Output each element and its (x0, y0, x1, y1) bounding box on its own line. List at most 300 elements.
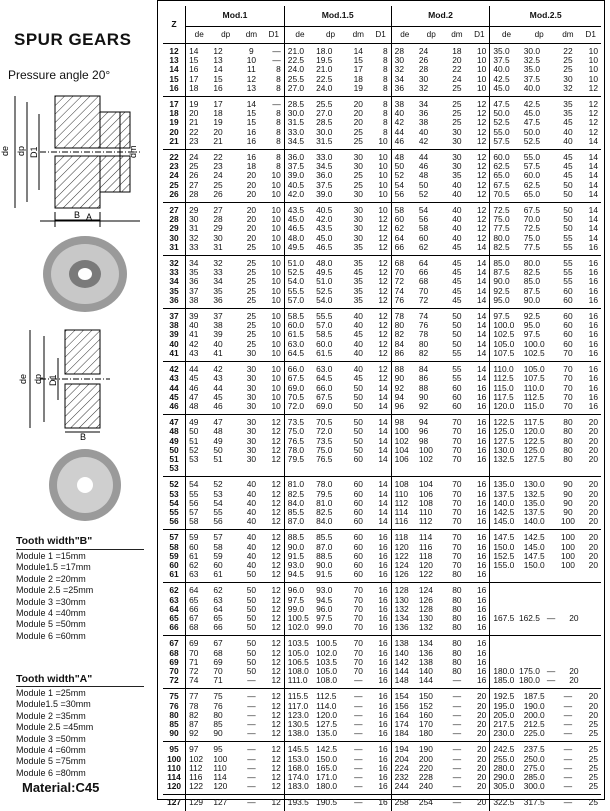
cell-m1-dm: 9 10 11 12 13 (246, 46, 257, 93)
cell-m25-dp: 105.0 107.5 110.0 112.5 115.0 (523, 362, 556, 415)
cell-m1-de: 54 55 56 57 58 (186, 477, 213, 530)
cell-m1-d1: 12 12 12 12 12 (264, 477, 285, 530)
cell-m15-de: 115.5 117.0 123.0 130.5 138.0 (284, 689, 315, 742)
cell-m1-dm: 40 40 40 40 50 (239, 530, 264, 583)
cell-m1-de: 69 70 71 72 74 (186, 636, 213, 689)
cell-m15-dp: 18.0 19.5 21.0 22.5 24.0 (316, 46, 333, 93)
cell-m1-d1: — 8 8 8 8 (264, 97, 285, 150)
cell-m15-dm: 35 45 35 35 35 (346, 256, 371, 309)
cell-m1-dp: 67 68 69 70 71 (212, 636, 239, 689)
z-values: 67 68 69 70 72 (163, 636, 186, 689)
cell-m2-de: 38 40 42 44 46 (391, 97, 418, 150)
cell-m1-d1: 12 12 12 12 12 (264, 689, 285, 742)
cell-m2-d1: 14 14 14 14 14 (469, 256, 490, 309)
cell-m15-dm: 70 70 70 70 — (346, 636, 371, 689)
cell-m15-dp: 112.5 114.0 120.0 127.5 135.0 (315, 689, 346, 742)
z-values: 37 38 39 40 41 (163, 309, 186, 362)
cell-m25-de: 85.0 87.5 90.0 92.5 95.0 (490, 256, 523, 309)
cell-m15-d1: 8 8 8 8 10 (371, 97, 392, 150)
cell-m2-dm: — (445, 795, 470, 811)
tw-b-item: Module 2.5 =25mm (16, 585, 94, 596)
sub-header-dm: dm (556, 27, 581, 44)
z-values: 75 76 80 85 90 (163, 689, 186, 742)
cell-m1-dp: 62 63 64 65 66 (212, 583, 239, 636)
sub-header-d1: D1 (469, 27, 490, 44)
cell-m25-de: 60.0 62.5 65.0 67.5 70.5 (490, 150, 523, 203)
table-row-group (163, 256, 601, 309)
z-values: 57 58 59 60 61 (163, 530, 186, 583)
tw-a-item: Module1.5 =30mm (16, 699, 91, 710)
cell-m1-de: 129 (186, 795, 213, 811)
table-row-group (163, 742, 601, 795)
label2-dp: dp (33, 373, 43, 384)
z-values: 42 43 44 45 46 (163, 362, 186, 415)
gear-hub-photo (40, 232, 130, 317)
cell-m25-de: 97.5 100.0 102.5 105.0 107.5 (490, 309, 523, 362)
cell-m15-de: 81.0 82.5 84.0 85.5 87.0 (284, 477, 315, 530)
cell-m15-dp: 40.5 42.0 43.5 45.0 46.5 (315, 203, 346, 256)
cell-m1-dm: 40 40 40 40 40 (239, 477, 264, 530)
cell-m2-dp: 74 76 78 80 82 (418, 309, 445, 362)
cell-m1-de: 49 50 51 52 53 (186, 415, 213, 477)
tooth-width-b-list (16, 551, 144, 642)
cell-m2-de: 194 204 224 232 244 (391, 742, 418, 795)
cell-m25-dm: — — — — — (556, 689, 581, 742)
cell-m15-de: 28.5 30.0 31.5 33.0 34.5 (284, 97, 315, 150)
cell-m2-dp: 64 66 68 70 72 (418, 256, 445, 309)
cell-m25-de: 322.5 (490, 795, 523, 811)
cell-m25-de: 192.5 195.0 205.0 217.5 230.0 (490, 689, 523, 742)
cell-m1-dm: 25 25 25 25 25 (239, 256, 264, 309)
cell-m15-dm: 30 30 25 25 30 (346, 150, 371, 203)
cell-m25-d1: 16 16 16 16 16 (580, 309, 601, 362)
divider (16, 549, 144, 550)
cell-m15-dm: 14 15 17 18 19 (353, 46, 363, 93)
label-dp: dp (16, 145, 26, 156)
cell-m25-dp: 317.5 (523, 795, 556, 811)
z-header: Z (163, 6, 186, 44)
cell-m1-dm: 14 15 15 16 16 (239, 97, 264, 150)
cell-m15-d1: 16 (371, 795, 392, 811)
cell-m25-d1: 20 20 20 20 20 (580, 477, 601, 530)
tooth-width-b-title: Tooth width"B" (16, 535, 93, 547)
cell-m15-dp: 78.0 79.5 81.0 82.5 84.0 (315, 477, 346, 530)
cell-m25-d1: 25 (580, 795, 601, 811)
cell-m1-dp: 27 28 29 30 31 (212, 203, 239, 256)
cell-m2-de: 258 (391, 795, 418, 811)
cell-m1-dm: 20 20 20 20 25 (239, 203, 264, 256)
cell-m25-dm: 70 70 70 70 70 (556, 362, 581, 415)
cell-m1-d1: 12 (264, 795, 285, 811)
cell-m1-de: 29 30 31 32 33 (186, 203, 213, 256)
tw-a-item: Module 1 =25mm (16, 688, 86, 698)
cell-m2-dp: 134 136 138 140 144 (418, 636, 445, 689)
z-values: 22 23 24 25 26 (163, 150, 186, 203)
sub-header-dm: dm (346, 27, 371, 44)
cell-m25-dp: 130.0 132.5 135.0 137.5 140.0 (523, 477, 556, 530)
cell-m25-dp: 80.0 82.5 85.0 87.5 90.0 (523, 256, 556, 309)
z-values: 52 53 54 55 56 (163, 477, 186, 530)
label2-de: de (18, 373, 28, 384)
cell-m15-de: 145.5 153.0 168.0 174.0 183.0 (284, 742, 315, 795)
tw-b-item: Module 4 =40mm (16, 608, 86, 619)
z-values: 17 18 19 20 21 (163, 97, 186, 150)
cell-m25-d1: 20 20 20 25 25 (580, 689, 601, 742)
label2-D1: D1 (48, 374, 58, 386)
cell-m2-de: 128 130 132 134 136 (391, 583, 418, 636)
cell-m25-dp: 92.5 95.0 97.5 100.0 102.5 (523, 309, 556, 362)
cell-m2-dm: 80 80 80 80 — (445, 636, 470, 689)
cell-m1-d1: 10 10 10 10 10 (264, 309, 285, 362)
cell-m15-de: 88.5 90.0 91.5 93.0 94.5 (284, 530, 315, 583)
label-de: de (0, 145, 10, 156)
cell-m15-dp: 85.5 87.0 88.5 90.0 91.5 (315, 530, 346, 583)
cell-m25-dp: 55.0 57.5 60.0 62.5 65.0 (523, 150, 556, 203)
cell-m2-dp: 34 36 38 40 42 (418, 97, 445, 150)
cell-m1-dm: 50 50 50 50 50 (239, 583, 264, 636)
cell-m25-de: 72.5 75.0 77.5 80.0 82.5 (490, 203, 523, 256)
table-row-group (163, 477, 601, 530)
cell-m2-dm: 45 45 45 45 45 (445, 256, 470, 309)
cell-m25-de: 110.0 112.5 115.0 117.5 120.0 (490, 362, 523, 415)
cell-m25-dm: 22 25 25 30 32 (563, 46, 573, 93)
cell-m25-dm: 60 60 60 60 70 (556, 309, 581, 362)
cell-m1-dp: 127 (212, 795, 239, 811)
cell-m2-de: 58 60 62 64 66 (391, 203, 418, 256)
cell-m25-d1: 12 12 12 12 14 (580, 97, 601, 150)
cell-m15-d1: 16 16 16 16 16 (371, 530, 392, 583)
pressure-angle: Pressure angle 20° (8, 68, 111, 82)
cell-m2-dm: — — — — — (445, 689, 470, 742)
cell-m2-dm: 70 70 70 70 70 (445, 477, 470, 530)
cell-m25-dm: 55 55 55 60 60 (556, 256, 581, 309)
cell-m2-de: 88 90 92 94 96 (391, 362, 418, 415)
sub-header-dp: dp (523, 27, 556, 44)
tw-a-item: Module 4 =60mm (16, 745, 86, 756)
cell-m15-dm: 40 40 45 40 40 (346, 309, 371, 362)
cell-m2-dp: 44 46 48 50 52 (418, 150, 445, 203)
z-values: 62 63 64 65 66 (163, 583, 186, 636)
sub-header-dm: dm (445, 27, 470, 44)
z-values: 47 48 49 50 51 53 (163, 415, 186, 477)
cell-m1-d1: 10 10 10 10 10 (264, 256, 285, 309)
table-row-group (163, 636, 601, 689)
cell-m2-d1: 12 12 12 12 12 (469, 97, 490, 150)
divider (16, 686, 144, 687)
cell-m15-d1: 14 14 14 14 14 (371, 415, 392, 477)
cell-m2-de: 68 70 72 74 76 (391, 256, 418, 309)
table-row-group (163, 362, 601, 415)
cell-m2-dp: 104 106 108 110 112 (418, 477, 445, 530)
cell-m15-dp: 93.0 94.5 96.0 97.5 99.0 (315, 583, 346, 636)
cell-m2-de: 154 156 164 174 184 (391, 689, 418, 742)
cell-m2-de: 108 110 112 114 116 (391, 477, 418, 530)
cell-m1-d1: 10 10 10 10 10 (264, 203, 285, 256)
cell-m2-de: 98 100 102 104 106 (391, 415, 418, 477)
cell-m25-de: 122.5 125.0 127.5 130.0 132.5 (490, 415, 523, 477)
cell-m15-de: 73.5 75.0 76.5 78.0 79.5 (284, 415, 315, 477)
label-dm: dm (128, 145, 138, 158)
table-row-group (163, 203, 601, 256)
z-values: 32 33 34 35 36 (163, 256, 186, 309)
cell-m25-dm: — (556, 795, 581, 811)
cell-m25-dm: 90 90 90 90 100 (556, 477, 581, 530)
cell-m25-d1: 20 20 20 20 (580, 530, 601, 583)
cell-m1-dp: 52 53 54 55 56 (212, 477, 239, 530)
cell-m25-dp: 30.0 32.5 35.0 37.5 40.0 (523, 46, 541, 93)
cell-m2-dm: 25 25 25 30 30 (445, 97, 470, 150)
sub-header-de: de (391, 27, 418, 44)
cell-m15-d1: 16 16 16 16 16 (371, 689, 392, 742)
tw-a-item: Module 2 =35mm (16, 710, 86, 721)
tw-b-item: Module1.5 =17mm (16, 562, 91, 573)
sub-header-de: de (284, 27, 315, 44)
merged-cell: 180.0 175.0 — 20 185.0 180.0 — 20 (490, 636, 601, 689)
label-B: B (74, 210, 81, 220)
cell-m2-dm: 50 50 50 50 55 (445, 309, 470, 362)
cell-m2-dm: 18 20 22 24 25 (452, 46, 462, 93)
cell-m25-dp: 237.5 250.0 275.0 285.0 300.0 (523, 742, 556, 795)
table-row-group (163, 309, 601, 362)
cell-m15-de: 103.5 105.0 106.5 108.0 111.0 (284, 636, 315, 689)
sub-header-dm: dm (239, 27, 264, 44)
cell-m25-dm: — — — — — (556, 742, 581, 795)
cell-m25-dp: 42.5 45.0 47.5 50.0 52.5 (523, 97, 556, 150)
cell-m2-d1: 16 16 16 16 16 (469, 636, 490, 689)
dimension-A (30, 212, 150, 230)
cell-m15-d1: 12 12 14 14 14 (371, 362, 392, 415)
tw-b-item: Module 5 =50mm (16, 619, 86, 630)
cell-m15-dm: 60 60 60 60 60 (346, 477, 371, 530)
cell-m15-de: 43.5 45.0 46.5 48.0 49.5 (284, 203, 315, 256)
cell-m1-d1: 12 12 12 12 12 (264, 742, 285, 795)
table-row-group (163, 150, 601, 203)
cell-m2-d1: 20 (469, 795, 490, 811)
z-values: 12 13 14 15 16 (163, 44, 186, 97)
tw-b-item: Module 6 =60mm (16, 630, 86, 641)
page-title: SPUR GEARS (14, 30, 132, 49)
table-row-group (163, 689, 601, 742)
label-D1: D1 (29, 146, 39, 158)
cell-m2-dm: 70 70 70 70 70 (445, 415, 470, 477)
cell-m2-de: 28 30 32 34 36 (391, 44, 418, 97)
cell-m1-de: 77 78 82 87 92 (186, 689, 213, 742)
cell-m1-dm: 50 50 50 50 — (239, 636, 264, 689)
cell-m25-d1: 14 14 14 14 16 (580, 203, 601, 256)
cell-m25-de: 135.0 137.5 140.0 142.5 145.0 (490, 477, 523, 530)
merged-cell: 167.5 162.5 — 20 (490, 583, 601, 636)
cell-m1-dm: 30 30 30 30 30 (239, 362, 264, 415)
cell-m2-dm: — — — — — (445, 742, 470, 795)
cell-m1-dp: 17 18 19 20 21 (212, 97, 239, 150)
tw-b-item: Module 3 =30mm (16, 596, 86, 607)
cell-m2-dm: 40 40 40 40 45 (445, 203, 470, 256)
cell-m25-dm: 35 35 45 40 40 (556, 97, 581, 150)
cell-m15-d1: 16 16 16 16 16 (371, 583, 392, 636)
cell-m25-d1: 10 10 10 10 12 (588, 46, 598, 93)
cell-m1-dp: 47 48 49 50 51 (212, 415, 239, 477)
cell-m1-dp: 42 43 44 45 46 (212, 362, 239, 415)
left-panel (0, 0, 157, 803)
cell-m25-d1: 14 14 14 14 14 (580, 150, 601, 203)
tooth-width-a-list (16, 688, 144, 779)
cell-m15-d1: 8 8 8 8 8 (382, 46, 388, 93)
tw-a-item: Module 6 =80mm (16, 767, 86, 778)
cell-m15-dm: 40 45 50 50 50 (346, 362, 371, 415)
cell-m2-de: 78 80 82 84 86 (391, 309, 418, 362)
cell-m1-d1: 12 12 12 12 12 (264, 636, 285, 689)
cell-m2-de: 118 120 122 124 126 (391, 530, 418, 583)
cell-m2-dp: 114 116 118 120 122 (418, 530, 445, 583)
label-A: A (86, 212, 93, 222)
cell-m1-d1: 10 10 10 10 10 (264, 362, 285, 415)
cell-m25-dp: 142.5 145.0 147.5 150.0 (523, 530, 556, 583)
z-values: 27 28 29 30 31 (163, 203, 186, 256)
cell-m2-d1: 10 10 10 10 10 (477, 46, 487, 93)
cell-m1-dm: 16 18 20 20 20 (239, 150, 264, 203)
cell-m2-de: 48 50 52 54 56 (391, 150, 418, 203)
mod-1-5-header: Mod.1.5 (284, 6, 391, 27)
cell-m2-d1: 14 14 16 16 16 (469, 362, 490, 415)
cell-m2-d1: 20 20 20 20 20 (469, 742, 490, 795)
cell-m1-dp: 57 58 59 60 61 (212, 530, 239, 583)
cell-m25-dm: 45 45 45 50 50 (556, 150, 581, 203)
cell-m1-d1: — — 8 8 8 (272, 46, 281, 93)
cell-m25-d1: 20 20 20 20 20 (580, 415, 601, 477)
cell-m15-dm: 50 50 50 50 60 (346, 415, 371, 477)
cell-m1-d1: 12 12 12 12 12 (264, 415, 285, 477)
cell-m1-de: 14 15 16 17 18 (186, 44, 213, 97)
material-label: Material:C45 (22, 780, 100, 795)
cell-m15-dp: 70.5 72.0 73.5 75.0 76.5 (315, 415, 346, 477)
cell-m2-dp: 124 126 128 130 132 (418, 583, 445, 636)
cell-m15-dp: 142.5 150.0 165.0 171.0 180.0 (315, 742, 346, 795)
cell-m25-dp: 117.5 120.0 122.5 125.0 127.5 (523, 415, 556, 477)
cell-m15-de: 36.0 37.5 39.0 40.5 42.0 (284, 150, 315, 203)
mod-1-header: Mod.1 (186, 6, 285, 27)
spur-gear-table (163, 6, 601, 811)
tw-a-item: Module 3 =50mm (16, 733, 86, 744)
cell-m2-dm: 30 30 35 40 40 (445, 150, 470, 203)
cell-m1-dp: 32 33 34 35 36 (212, 256, 239, 309)
sub-header-d1: D1 (371, 27, 392, 44)
cell-m2-d1: 16 16 16 16 16 (469, 530, 490, 583)
sub-header-dp: dp (418, 27, 445, 44)
cell-m15-dm: 60 60 60 60 60 (346, 530, 371, 583)
cell-m15-d1: 10 10 10 10 10 (371, 150, 392, 203)
cell-m15-de: 96.0 97.5 99.0 100.5 102.0 (284, 583, 315, 636)
cell-m2-dm: 80 80 80 80 80 (445, 583, 470, 636)
cell-m1-de: 34 35 36 37 38 (186, 256, 213, 309)
cell-m1-dm: — — — — — (239, 689, 264, 742)
table-row-group (163, 583, 601, 636)
cell-m2-dp: 84 86 88 90 92 (418, 362, 445, 415)
cell-m1-de: 59 60 61 62 63 (186, 530, 213, 583)
cell-m15-dp: 190.5 (315, 795, 346, 811)
tw-a-item: Module 5 =75mm (16, 756, 86, 767)
cell-m1-d1: 12 12 12 12 12 (264, 530, 285, 583)
cell-m2-d1: 16 16 16 16 16 (469, 583, 490, 636)
cell-m2-dm: 70 70 70 70 80 (445, 530, 470, 583)
cell-m2-d1: 12 12 12 12 14 (469, 203, 490, 256)
cell-m2-dp: 24 26 28 30 32 (418, 46, 429, 93)
cell-m1-d1: 12 12 12 12 12 (264, 583, 285, 636)
cell-m25-d1: 16 16 16 16 16 (580, 362, 601, 415)
table-row-group (163, 97, 601, 150)
gear-plain-photo (45, 445, 125, 525)
cell-m1-dp: 12 13 14 15 16 (213, 46, 223, 93)
cell-m2-dp: 254 (418, 795, 445, 811)
cell-m15-d1: 12 12 12 12 12 (371, 256, 392, 309)
table-row-group (163, 530, 601, 583)
cell-m2-d1: 12 12 12 12 12 (469, 150, 490, 203)
cell-m25-d1: 25 25 25 25 25 (580, 742, 601, 795)
cell-m15-d1: 12 12 12 12 12 (371, 309, 392, 362)
cell-m1-de: 64 65 66 67 68 (186, 583, 213, 636)
cell-m15-dm: 20 20 20 25 25 (346, 97, 371, 150)
cell-m2-d1: 14 14 14 14 14 (469, 309, 490, 362)
cell-m25-dp: 187.5 190.0 200.0 212.5 225.0 (523, 689, 556, 742)
sub-header-dp: dp (315, 27, 346, 44)
cell-m15-d1: 10 12 12 12 12 (371, 203, 392, 256)
table-row-group (163, 44, 601, 97)
table-row-group (163, 415, 601, 477)
tw-b-item: Module 2 =20mm (16, 573, 86, 584)
cell-m15-de: 51.0 52.5 54.0 55.5 57.0 (284, 256, 315, 309)
cell-m2-dp: 190 200 220 228 240 (418, 742, 445, 795)
tw-b-item: Module 1 =15mm (16, 551, 86, 561)
cell-m15-d1: 14 14 14 14 14 (371, 477, 392, 530)
cell-m25-de: 35.0 37.5 40.0 42.5 45.0 (490, 44, 523, 97)
cell-m15-dm: — — — — — (346, 742, 371, 795)
label2-B: B (80, 432, 87, 440)
cell-m1-dm: — — — — — (239, 742, 264, 795)
cell-m1-dm: — (239, 795, 264, 811)
tooth-width-a-title: Tooth width"A" (16, 673, 93, 685)
gear-section-diagram (0, 84, 150, 229)
cell-m2-de: 138 140 142 144 148 (391, 636, 418, 689)
cell-m25-dm: 100 100 100 100 (556, 530, 581, 583)
cell-m1-dp: 22 23 24 25 26 (212, 150, 239, 203)
sub-header-d1: D1 (264, 27, 285, 44)
cell-m2-dp: 54 56 58 60 62 (418, 203, 445, 256)
sub-header-de: de (186, 27, 213, 44)
cell-m25-de: 242.5 255.0 280.0 290.0 305.0 (490, 742, 523, 795)
cell-m15-dp: 48.0 49.5 51.0 52.5 54.0 (315, 256, 346, 309)
cell-m15-dm: 30 30 30 30 35 (346, 203, 371, 256)
cell-m15-dp: 25.5 27.0 28.5 30.0 31.5 (315, 97, 346, 150)
cell-m15-dp: 63.0 64.5 66.0 67.5 69.0 (315, 362, 346, 415)
cell-m15-de: 21.0 22.5 24.0 25.5 27.0 (284, 44, 315, 97)
cell-m25-de: 47.5 50.0 52.5 55.0 57.5 (490, 97, 523, 150)
cell-m2-dm: 55 55 60 60 60 (445, 362, 470, 415)
gear-plain-diagram (0, 320, 150, 440)
mod-2-5-header: Mod.2.5 (490, 6, 601, 27)
z-values: 127 (163, 795, 186, 811)
cell-m15-dm: 70 70 70 70 70 (346, 583, 371, 636)
cell-m15-dm: — (346, 795, 371, 811)
cell-m1-de: 44 45 46 47 48 (186, 362, 213, 415)
cell-m15-dp: 100.5 102.0 103.5 105.0 108.0 (315, 636, 346, 689)
cell-m25-dm: 50 50 50 55 55 (556, 203, 581, 256)
cell-m1-de: 97 102 112 116 122 (186, 742, 213, 795)
cell-m2-d1: 16 16 16 16 16 (469, 477, 490, 530)
cell-m15-d1: 16 16 16 16 16 (371, 742, 392, 795)
tw-a-item: Module 2.5 =45mm (16, 722, 94, 733)
cell-m15-de: 58.5 60.0 61.5 63.0 64.5 (284, 309, 315, 362)
cell-m15-de: 193.5 (284, 795, 315, 811)
cell-m1-de: 19 20 21 22 23 (186, 97, 213, 150)
